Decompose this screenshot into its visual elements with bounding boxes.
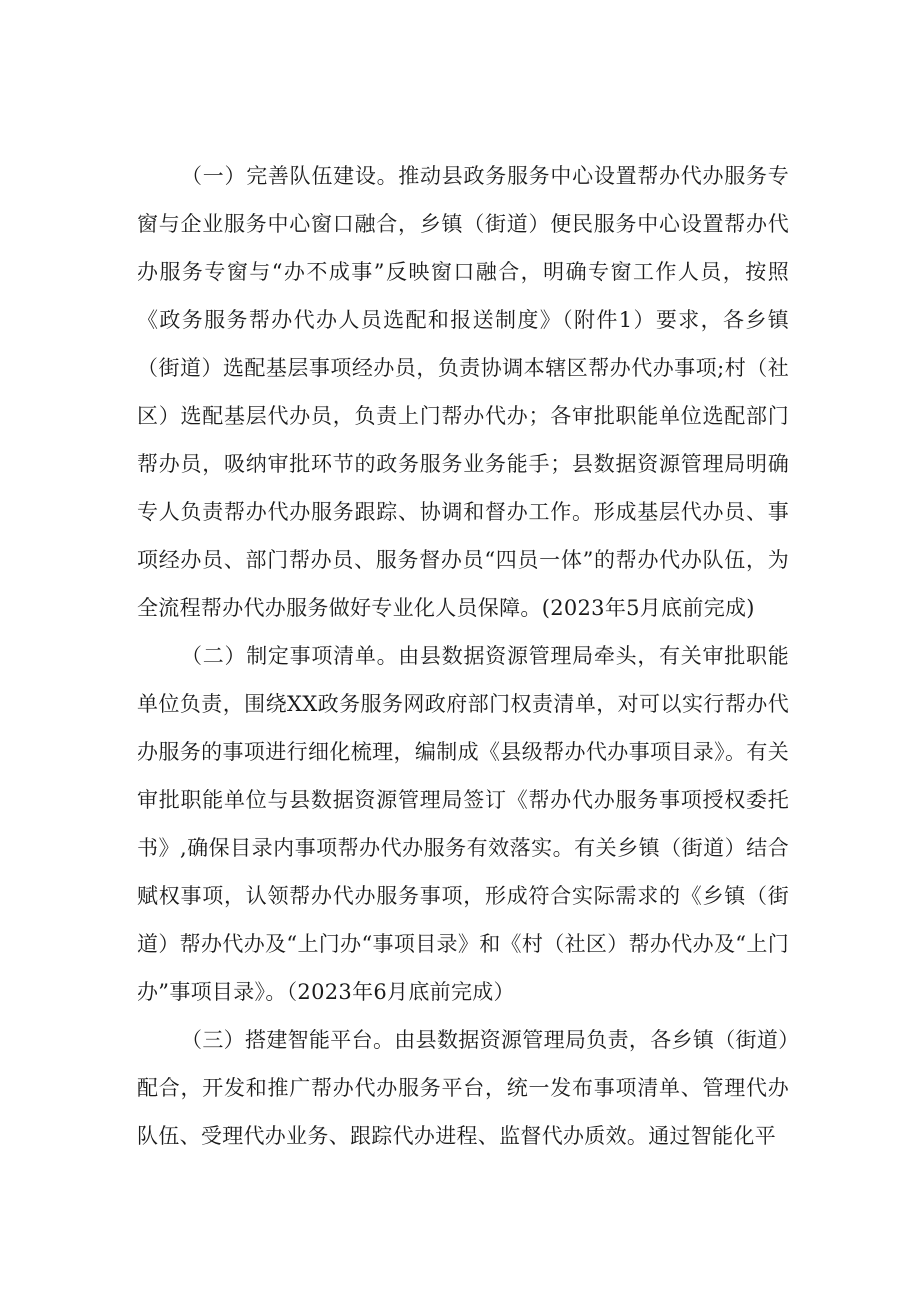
document-body: [137, 152, 789, 1160]
paragraph-smart-platform: （三）搭建智能平台。由县数据资源管理局负责，各乡镇（街道）配合，开发和推广帮办代办服务平台，统一发布事项清单、管理代办队伍、受理代办业务、跟踪代办进程、监督代办质效。通过智能化平: [137, 1028, 789, 1148]
paragraph-team-building: （一）完善队伍建设。推动县政务服务中心设置帮办代办服务专窗与企业服务中心窗口融合，乡镇（街道）便民服务中心设置帮办代办服务专窗与“办不成事”反映窗口融合，明确专窗工作人员，按照《政务服务帮办代办人员选配和报送制度》（附件1）要求，各乡镇（街道）选配基层事项经办员，负责协调本辖区帮办代办事项;村（社区）选配基层代办员，负责上门帮办代办；各审批职能单位选配部门帮办员，吸纳审批环节的政务服务业务能手；县数据资源管理局明确专人负责帮办代办服务跟踪、协调和督办工作。形成基层代办员、事项经办员、部门帮办员、服务督办员“四员一体”的帮办代办队伍，为全流程帮办代办服务做好专业化人员保障。(2023年5月底前完成): [137, 164, 789, 620]
paragraph-item-list: （二）制定事项清单。由县数据资源管理局牵头，有关审批职能单位负责，围绕XX政务服务网政府部门权责清单，对可以实行帮办代办服务的事项进行细化梳理，编制成《县级帮办代办事项目录》。有关审批职能单位与县数据资源管理局签订《帮办代办服务事项授权委托书》,确保目录内事项帮办代办服务有效落实。有关乡镇（街道）结合赋权事项，认领帮办代办服务事项，形成符合实际需求的《乡镇（街道）帮办代办及“上门办“事项目录》和《村（社区）帮办代办及“上门办”事项目录》。（2023年6月底前完成）: [137, 644, 789, 1004]
